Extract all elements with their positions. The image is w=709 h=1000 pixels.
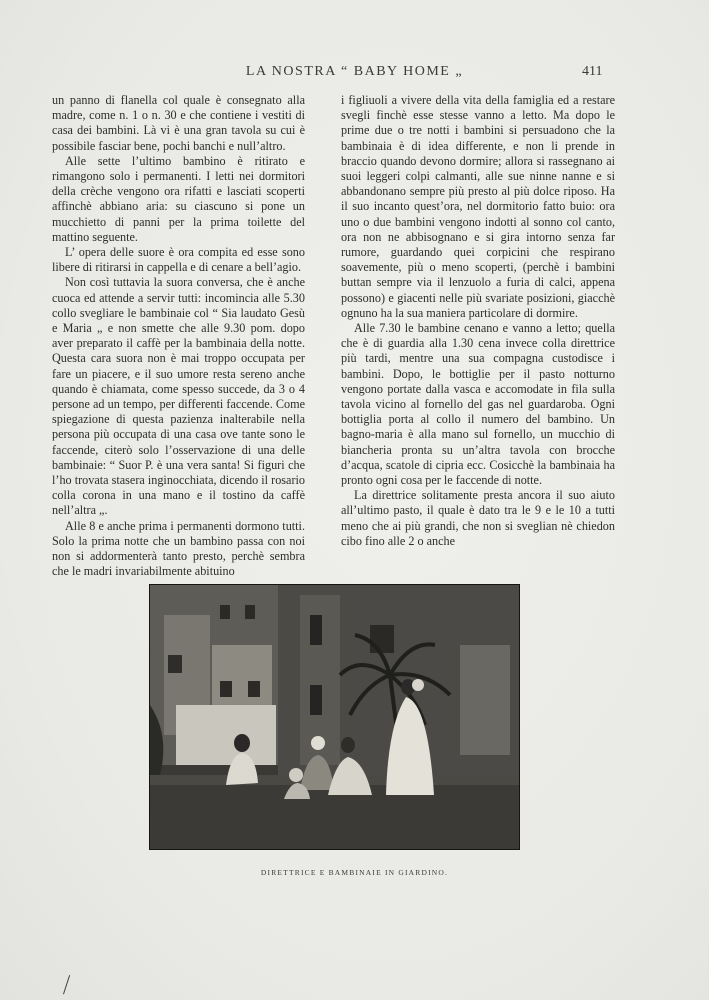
- photo-caption: DIRETTRICE E BAMBINAIE IN GIARDINO.: [260, 868, 449, 877]
- paragraph: un panno di flanella col quale è consegnato alla madre, come n. 1 o n. 30 e che contiene i vestiti di casa dei bambini. Là vi è una gran tavola su cui è possibile fasciar bene, pochi banchi e null’altro.: [52, 93, 305, 153]
- garden-photo-illustration: [150, 585, 519, 849]
- paragraph: Alle 7.30 le bambine cenano e vanno a letto; quella che è di guardia alla 1.30 cena invece colla direttrice più tardi, mentre una sua compagna custodisce i bambini. Dopo, le bottiglie per il pasto notturno vengono portate dalla vasca e accomodate in fila sulla tavola vicino al fornello del gas nel guardaroba. Ogni bottiglia porta al collo il numero del bambino. Un bagno-maria è alla mano sul fornello, un mucchio di biancheria pronta su un’altra tavola con brocche d’acqua, scatole di cipria ecc. Cosicchè la bambinaia ha pronto ogni cosa per le faccende di notte.: [341, 321, 615, 488]
- running-header: LA NOSTRA “ BABY HOME „: [245, 64, 464, 79]
- paragraph: L’ opera delle suore è ora compita ed esse sono libere di ritirarsi in cappella e di cenare a bell’agio.: [52, 245, 305, 275]
- paragraph: Alle sette l’ultimo bambino è ritirato e rimangono solo i permanenti. I letti nei dormitori della crèche vengono ora rifatti e lasciati scoperti affinchè abbiano aria: su ciascuno si pone un mucchietto di panni per la prima toilette del mattino seguente.: [52, 153, 305, 244]
- paragraph: Alle 8 e anche prima i permanenti dormono tutti. Solo la prima notte che un bambino passa con noi non si addormenterà tanto presto, perchè sembra che le madri invariabilmente abituino: [52, 518, 305, 579]
- left-column: [52, 93, 305, 580]
- right-column: [341, 93, 615, 549]
- paragraph: La direttrice solitamente presta ancora il suo aiuto all’ultimo pasto, il quale è dato tra le 9 e le 10 a tutti meno che ai più grandi, che non si sveglian nè chiedon cibo fino alle 2 o anche: [341, 488, 615, 548]
- margin-mark: [63, 975, 72, 995]
- paragraph: Non così tuttavia la suora conversa, che è anche cuoca ed attende a servir tutti: incomincia alle 5.30 collo svegliare le bambinaie col “ Sia laudato Gesù e Maria „ e non smette che alle 9.30 pom. dopo aver preparato il caffè per la bambinaia della notte. Questa cara suora non è mai troppo occupata per fare un piacere, e il suo umore resta sereno anche quando è chiamata, come spesso succede, da 3 o 4 persone ad un tempo, per differenti faccende. Come spiegazione di questa pazienza inalterabile nella persona più occupata di una casa ove tante sono le faccende, citerò solo l’osservazione di una delle bambinaie: “ Suor P. è una vera santa! Si figuri che l’ho trovata stasera inginocchiata, dicendo il rosario colla corona in una mano e il tostino da caffè nell’altra „.: [52, 275, 305, 518]
- paragraph: i figliuoli a vivere della vita della famiglia ed a restare svegli finchè esse stesse vanno a letto. Ma dopo le prime due o tre notti i bambini si persuadono che la bambinaia è di idea differente, e non li prende in braccio quando devono dormire; allora si rassegnano ai suoi leggeri colpi calmanti, alle sue ninne nanne e si abbandonano sempre più presto al più dolce riposo. Ha il suo incanto quest’ora, nel dormitorio fatto buio: ora uno o due bambini vengono indotti al sonno col canto, ora non ne abbisognano e si gira intorno senza far rumore, guardando quei corpicini che respirano soavemente, più o meno scoperti, (perchè i bambini buttan sempre via il lenzuolo a furia di calci, appena possono) e giacenti nelle più svariate posizioni, giacchè ognuno ha la sua maniera particolare di dormire.: [341, 93, 615, 320]
- garden-photograph: [149, 584, 520, 850]
- page-number: 411: [582, 64, 603, 79]
